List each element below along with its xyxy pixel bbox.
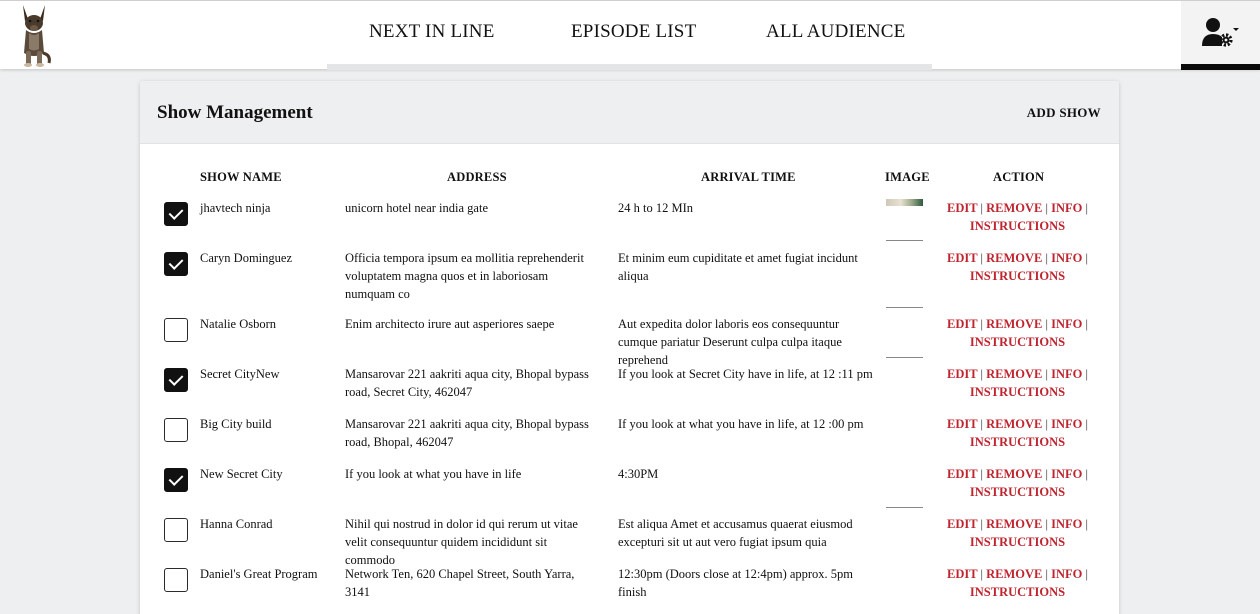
instructions-link[interactable]: INSTRUCTIONS — [969, 219, 1066, 233]
row-actions — [940, 365, 1095, 401]
remove-link[interactable]: REMOVE — [986, 367, 1043, 381]
row-checkbox[interactable] — [164, 518, 188, 542]
edit-link[interactable]: EDIT — [946, 317, 978, 331]
edit-link[interactable]: EDIT — [946, 517, 978, 531]
action-separator: | — [980, 251, 983, 265]
card-header — [140, 81, 1119, 144]
header-address: ADDRESS — [447, 170, 507, 184]
address-cell: Mansarovar 221 aakriti aqua city, Bhopal bypass road, Bhopal, 462047 — [345, 417, 589, 449]
action-separator: | — [1085, 417, 1088, 431]
show-image-broken — [886, 307, 923, 308]
action-separator: | — [980, 567, 983, 581]
instructions-link[interactable]: INSTRUCTIONS — [969, 585, 1066, 599]
edit-link[interactable]: EDIT — [946, 251, 978, 265]
edit-link[interactable]: EDIT — [946, 467, 978, 481]
address-cell: Mansarovar 221 aakriti aqua city, Bhopal bypass road, Secret City, 462047 — [345, 367, 589, 399]
action-separator: | — [1045, 317, 1048, 331]
show-name-cell: New Secret City — [200, 467, 283, 481]
remove-link[interactable]: REMOVE — [986, 317, 1043, 331]
action-separator: | — [1045, 367, 1048, 381]
show-image-broken — [886, 507, 923, 508]
action-separator: | — [980, 201, 983, 215]
action-separator: | — [1085, 467, 1088, 481]
show-name-cell: Secret CityNew — [200, 367, 280, 381]
row-actions — [940, 199, 1095, 235]
user-settings-icon[interactable] — [1201, 16, 1239, 50]
edit-link[interactable]: EDIT — [946, 367, 978, 381]
instructions-link[interactable]: INSTRUCTIONS — [969, 535, 1066, 549]
row-actions — [940, 249, 1095, 285]
edit-link[interactable]: EDIT — [946, 417, 978, 431]
action-separator: | — [980, 517, 983, 531]
row-checkbox[interactable] — [164, 568, 188, 592]
action-separator: | — [980, 367, 983, 381]
row-checkbox[interactable] — [164, 318, 188, 342]
row-actions — [940, 515, 1095, 551]
action-separator: | — [1085, 367, 1088, 381]
instructions-link[interactable]: INSTRUCTIONS — [969, 485, 1066, 499]
action-separator: | — [1045, 201, 1048, 215]
action-separator: | — [1085, 517, 1088, 531]
arrival-time-cell: If you look at what you have in life, at 12 :00 pm — [618, 417, 864, 431]
remove-link[interactable]: REMOVE — [986, 567, 1043, 581]
nav-underline — [327, 64, 932, 70]
info-link[interactable]: INFO — [1051, 467, 1083, 481]
add-show-button[interactable]: ADD SHOW — [1026, 105, 1101, 120]
arrival-time-cell: 24 h to 12 MIn — [618, 201, 693, 215]
main-nav — [327, 1, 932, 70]
address-cell: unicorn hotel near india gate — [345, 201, 488, 215]
nav-all-audience[interactable]: ALL AUDIENCE — [766, 21, 906, 42]
show-image-broken — [886, 357, 923, 358]
dog-logo[interactable] — [15, 3, 55, 69]
info-link[interactable]: INFO — [1051, 567, 1083, 581]
row-actions — [940, 565, 1095, 601]
action-separator: | — [1045, 417, 1048, 431]
arrival-time-cell: If you look at Secret City have in life, at 12 :11 pm — [618, 367, 873, 381]
action-separator: | — [1045, 567, 1048, 581]
row-checkbox[interactable] — [164, 202, 188, 226]
arrival-time-cell: Aut expedita dolor laboris eos consequuntur cumque pariatur Deserunt culpa culpa itaque reprehend — [618, 317, 842, 367]
show-name-cell: Natalie Osborn — [200, 317, 277, 331]
address-cell: Officia tempora ipsum ea mollitia reprehenderit voluptatem magna quos et in laboriosam numquam co — [345, 251, 584, 301]
header-show-name: SHOW NAME — [200, 170, 282, 184]
instructions-link[interactable]: INSTRUCTIONS — [969, 385, 1066, 399]
header-image: IMAGE — [885, 170, 930, 184]
instructions-link[interactable]: INSTRUCTIONS — [969, 269, 1066, 283]
arrival-time-cell: Et minim eum cupiditate et amet fugiat incidunt aliqua — [618, 251, 858, 283]
row-checkbox[interactable] — [164, 468, 188, 492]
row-actions — [940, 315, 1095, 351]
user-menu[interactable] — [1181, 1, 1260, 70]
remove-link[interactable]: REMOVE — [986, 201, 1043, 215]
row-actions — [940, 465, 1095, 501]
action-separator: | — [980, 417, 983, 431]
user-menu-underline — [1181, 64, 1260, 70]
header-action: ACTION — [993, 170, 1045, 184]
action-separator: | — [1085, 201, 1088, 215]
show-name-cell: Hanna Conrad — [200, 517, 273, 531]
info-link[interactable]: INFO — [1051, 367, 1083, 381]
action-separator: | — [1085, 567, 1088, 581]
info-link[interactable]: INFO — [1051, 517, 1083, 531]
header-arrival-time: ARRIVAL TIME — [701, 170, 796, 184]
edit-link[interactable]: EDIT — [946, 201, 978, 215]
action-separator: | — [1045, 251, 1048, 265]
row-checkbox[interactable] — [164, 252, 188, 276]
instructions-link[interactable]: INSTRUCTIONS — [969, 435, 1066, 449]
action-separator: | — [1085, 317, 1088, 331]
top-bar — [0, 0, 1260, 69]
show-image-thumbnail — [886, 199, 923, 206]
edit-link[interactable]: EDIT — [946, 567, 978, 581]
show-image-broken — [886, 240, 923, 241]
action-separator: | — [980, 317, 983, 331]
address-cell: Nihil qui nostrud in dolor id qui rerum ut vitae velit consequuntur quidem incididunt sit commodo — [345, 517, 578, 567]
info-link[interactable]: INFO — [1051, 201, 1083, 215]
show-name-cell: Big City build — [200, 417, 272, 431]
info-link[interactable]: INFO — [1051, 251, 1083, 265]
action-separator: | — [1085, 251, 1088, 265]
info-link[interactable]: INFO — [1051, 417, 1083, 431]
show-name-cell: Daniel's Great Program — [200, 567, 318, 581]
info-link[interactable]: INFO — [1051, 317, 1083, 331]
nav-episode-list[interactable]: EPISODE LIST — [571, 21, 697, 42]
remove-link[interactable]: REMOVE — [986, 251, 1043, 265]
remove-link[interactable]: REMOVE — [986, 417, 1043, 431]
action-separator: | — [1045, 517, 1048, 531]
action-separator: | — [980, 467, 983, 481]
page-title: Show Management — [157, 102, 313, 123]
remove-link[interactable]: REMOVE — [986, 467, 1043, 481]
row-checkbox[interactable] — [164, 368, 188, 392]
arrival-time-cell: 12:30pm (Doors close at 12:4pm) approx. 5pm finish — [618, 567, 854, 599]
address-cell: Enim architecto irure aut asperiores saepe — [345, 317, 555, 331]
address-cell: If you look at what you have in life — [345, 467, 522, 481]
show-name-cell: jhavtech ninja — [200, 201, 271, 215]
arrival-time-cell: 4:30PM — [618, 467, 659, 481]
row-checkbox[interactable] — [164, 418, 188, 442]
action-separator: | — [1045, 467, 1048, 481]
arrival-time-cell: Est aliqua Amet et accusamus quaerat eiusmod excepturi sit ut aut vero fugiat ipsum quia — [618, 517, 853, 549]
show-name-cell: Caryn Dominguez — [200, 251, 292, 265]
address-cell: Network Ten, 620 Chapel Street, South Yarra, 3141 — [345, 567, 575, 599]
row-actions — [940, 415, 1095, 451]
instructions-link[interactable]: INSTRUCTIONS — [969, 335, 1066, 349]
nav-next-in-line[interactable]: NEXT IN LINE — [369, 21, 495, 42]
remove-link[interactable]: REMOVE — [986, 517, 1043, 531]
show-management-card — [140, 81, 1119, 614]
